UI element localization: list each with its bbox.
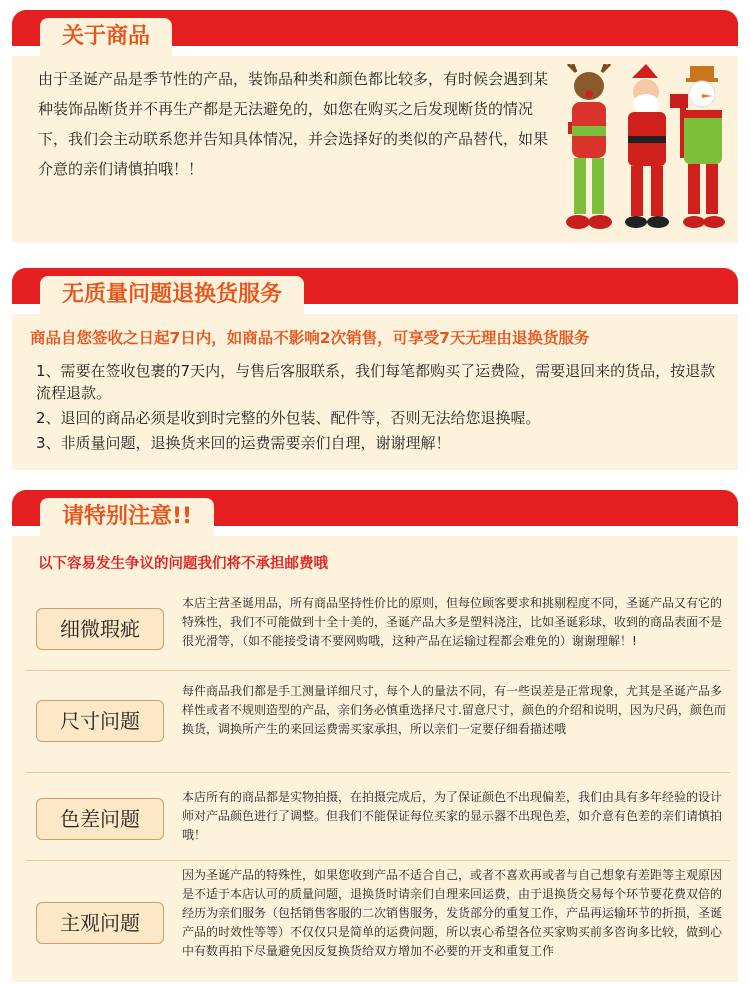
returns-section (12, 268, 738, 470)
issue-text: 因为圣诞产品的特殊性，如果您收到产品不适合自己，或者不喜欢再或者与自己想象有差距等主观原因是不适于本店认可的质量问题，退换货时请亲们自理来回运费，由于退换货交易每个环节要花费双倍的经历为亲们服务（包括销售客服的二次销售服务，发货部分的重复工作，产品再运输环节的折损，圣诞产品的时效性等等）不仅仅只是简单的运费问题，所以衷心希望各位买家购买前多咨询多比较，做到心中有数再拍下尽量避免因反复换货给双方增加不必要的开支和重复工作 (182, 868, 723, 958)
issue-label: 细微瑕疵 (36, 608, 164, 650)
returns-rule: 1、需要在签收包裹的7天内，与售后客服联系，我们每笔都购买了运费险，需要退回来的货品，按退款流程退款。 (36, 362, 716, 402)
issue-label: 尺寸问题 (36, 700, 164, 742)
returns-rule: 2、退回的商品必须是收到时完整的外包装、配件等，否则无法给您退换喔。 (36, 409, 541, 427)
about-section (12, 10, 738, 242)
issue-text: 每件商品我们都是手工测量详细尺寸，每个人的量法不同，有一些误差是正常现象，尤其是圣诞产品多样性或者不规则造型的产品，亲们务必慎重选择尺寸.留意尺寸，颜色的介绍和说明，因为尺码，颜色而换货，调换所产生的来回运费需买家承担，所以亲们一定要仔细看描述哦 (182, 684, 726, 736)
issue-text: 本店所有的商品都是实物拍摄，在拍摄完成后，为了保证颜色不出现偏差，我们由具有多年经验的设计师对产品颜色进行了调整。但我们不能保证每位买家的显示器不出现色差，如介意有色差的亲们请慎拍哦！ (182, 790, 723, 842)
issue-row-minor-flaws (26, 590, 730, 671)
returns-body (12, 314, 738, 470)
issue-label: 主观问题 (36, 902, 164, 944)
returns-title: 无质量问题退换货服务 (40, 276, 304, 314)
notice-subtitle: 以下容易发生争议的问题我们将不承担邮费哦 (38, 556, 328, 572)
notice-section (12, 490, 738, 982)
issue-label: 色差问题 (36, 798, 164, 840)
returns-rule: 3、非质量问题，退换货来回的运费需要亲们自理，谢谢理解！ (36, 434, 451, 452)
returns-highlight: 商品自您签收之日起7日内，如商品不影响2次销售，可享受7天无理由退换货服务 (30, 329, 590, 347)
issue-row-color-difference (26, 774, 730, 861)
notice-title: 请特别注意!! (40, 498, 214, 536)
notice-body (12, 536, 738, 982)
about-title: 关于商品 (40, 18, 172, 56)
christmas-dolls-image (558, 64, 736, 236)
issue-row-subjective (26, 862, 730, 980)
returns-rules (36, 360, 726, 457)
about-text: 由于圣诞产品是季节性的产品，装饰品种类和颜色都比较多，有时候会遇到某种装饰品断货并不再生产都是无法避免的，如您在购买之后发现断货的情况下，我们会主动联系您并告知具体情况，并会选择好的类似的产品替代，如果介意的亲们请慎拍哦！！ (38, 70, 549, 178)
issue-row-size (26, 672, 730, 773)
about-body (12, 56, 738, 242)
issue-text: 本店主营圣诞用品，所有商品坚持性价比的原则，但每位顾客要求和挑剔程度不同，圣诞产品又有它的特殊性，我们不可能做到十全十美的，圣诞产品大多是塑料浇注，比如圣诞彩球，收到的商品表面不是很光滑等，（如不能接受请不要网购哦，这种产品在运输过程都会难免的）谢谢理解！! (182, 596, 723, 648)
